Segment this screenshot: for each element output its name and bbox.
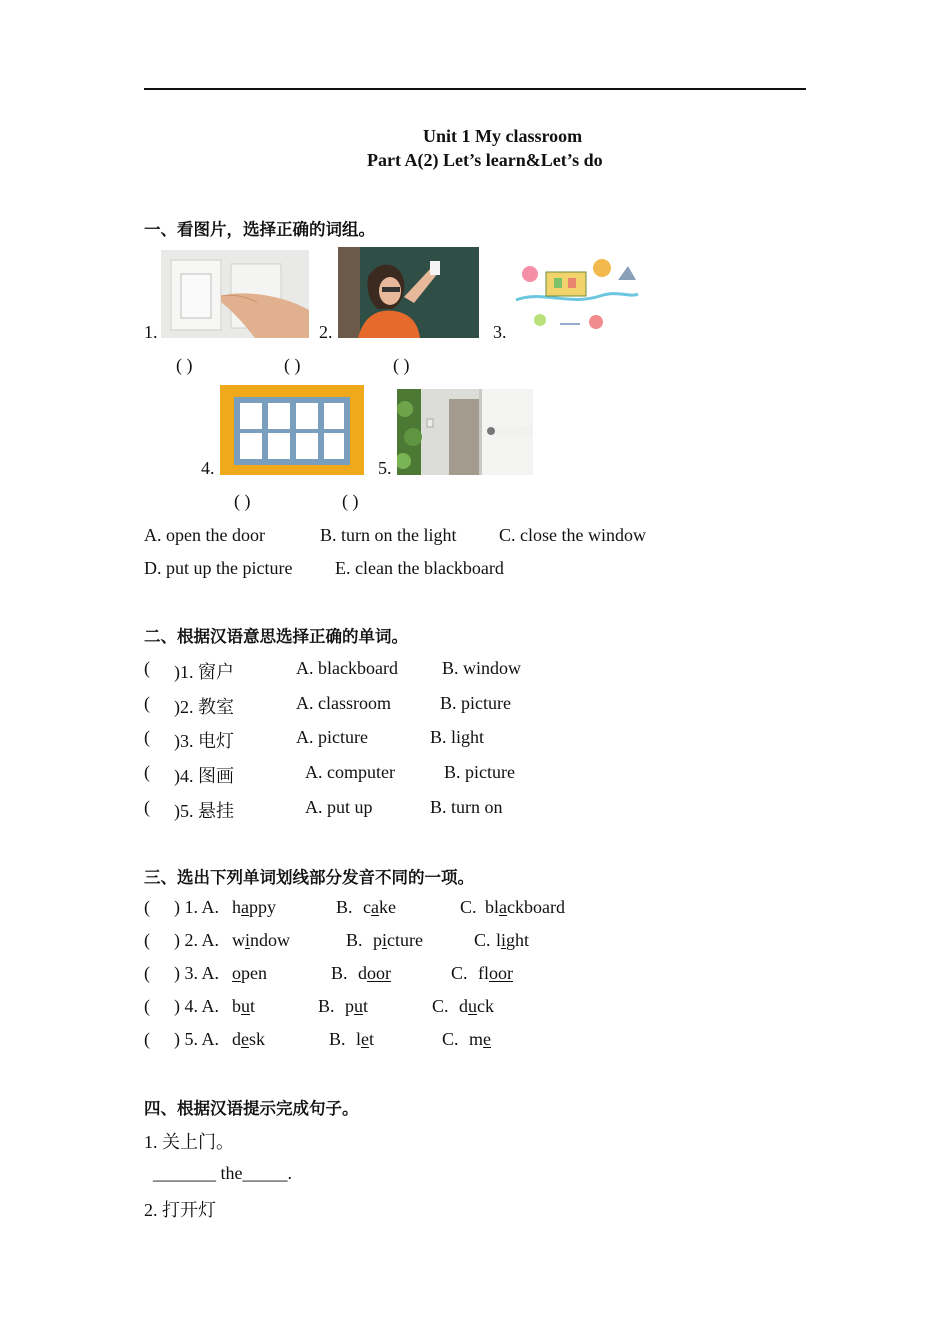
s3-q4-num: ) 4. A. — [174, 996, 219, 1016]
s2-q1-option-a: A. blackboard — [296, 658, 398, 678]
s3-q3-b-label: B. — [331, 963, 348, 983]
s3-q4-word-c: duck — [459, 996, 494, 1016]
option-d: D. put up the picture — [144, 558, 293, 578]
door-handle-photo — [397, 389, 533, 475]
option-e: E. clean the blackboard — [335, 558, 504, 578]
s3-q5-word-b: let — [356, 1029, 375, 1049]
picture-4-blank[interactable]: ( ) — [234, 491, 251, 511]
window-photo — [220, 385, 364, 475]
s2-q2-option-a: A. classroom — [296, 693, 391, 713]
s2-q3-option-b: B. light — [430, 727, 485, 747]
s2-q3-prompt: )3. 电灯 — [174, 731, 234, 751]
s3-q3-word-a: open — [232, 963, 267, 983]
section1-heading: 一、看图片，选择正确的词组。 — [144, 220, 375, 239]
s3-q5-num: ) 5. A. — [174, 1029, 219, 1049]
s3-q1-word-c: blackboard — [485, 897, 565, 917]
s3-q5-b-label: B. — [329, 1029, 346, 1049]
option-b: B. turn on the light — [320, 525, 457, 545]
picture-1-number: 1. — [144, 322, 158, 342]
s3-q2-num: ) 2. A. — [174, 930, 219, 950]
picture-drawing — [510, 250, 642, 338]
s2-q3-option-a: A. picture — [296, 727, 368, 747]
s3-q3-word-b: door — [358, 963, 391, 983]
s2-q2-paren[interactable]: ( — [144, 693, 150, 713]
picture-3-blank[interactable]: ( ) — [393, 355, 410, 375]
option-c: C. close the window — [499, 525, 646, 545]
blackboard-cleaning-photo — [338, 247, 479, 338]
s3-q2-paren[interactable]: ( — [144, 930, 150, 950]
s2-q5-option-a: A. put up — [305, 797, 373, 817]
light-switch-photo — [161, 250, 309, 338]
s2-q1-paren[interactable]: ( — [144, 658, 150, 678]
s2-q3-paren[interactable]: ( — [144, 727, 150, 747]
picture-4-number: 4. — [201, 458, 215, 478]
s3-q2-word-a: window — [232, 930, 291, 950]
s3-q3-word-c: floor — [478, 963, 513, 983]
option-a: A. open the door — [144, 525, 265, 545]
picture-2-blank[interactable]: ( ) — [284, 355, 301, 375]
s2-q5-paren[interactable]: ( — [144, 797, 150, 817]
s3-q2-b-label: B. — [346, 930, 363, 950]
picture-5-number: 5. — [378, 458, 392, 478]
s3-q4-paren[interactable]: ( — [144, 996, 150, 1016]
s3-q4-c-label: C. — [432, 996, 449, 1016]
s3-q1-word-b: cake — [363, 897, 396, 917]
s3-q1-word-a: happy — [232, 897, 276, 917]
s3-q4-word-b: put — [345, 996, 369, 1016]
s2-q1-option-b: B. window — [442, 658, 522, 678]
s2-q4-paren[interactable]: ( — [144, 762, 150, 782]
s2-q1-prompt: )1. 窗户 — [174, 662, 234, 682]
s3-q4-b-label: B. — [318, 996, 335, 1016]
s4-q2-prompt: 2. 打开灯 — [144, 1200, 216, 1220]
picture-3-number: 3. — [493, 322, 507, 342]
s2-q4-option-b: B. picture — [444, 762, 515, 782]
s2-q4-option-a: A. computer — [305, 762, 395, 782]
s3-q2-word-c: light — [496, 930, 530, 950]
s2-q2-option-b: B. picture — [440, 693, 511, 713]
s3-q3-paren[interactable]: ( — [144, 963, 150, 983]
s2-q5-option-b: B. turn on — [430, 797, 503, 817]
s4-q1-prompt: 1. 关上门。 — [144, 1132, 234, 1152]
section2-heading: 二、根据汉语意思选择正确的单词。 — [144, 627, 408, 646]
s3-q1-num: ) 1. A. — [174, 897, 219, 917]
s3-q5-word-a: desk — [232, 1029, 266, 1049]
s4-q1-answer-line[interactable]: _______ the_____. — [153, 1163, 292, 1183]
lesson-subtitle: Part A(2) Let’s learn&Let’s do — [367, 150, 603, 170]
s3-q3-c-label: C. — [451, 963, 468, 983]
s2-q2-prompt: )2. 教室 — [174, 697, 234, 717]
s2-q5-prompt: )5. 悬挂 — [174, 801, 234, 821]
s3-q5-paren[interactable]: ( — [144, 1029, 150, 1049]
picture-5-blank[interactable]: ( ) — [342, 491, 359, 511]
s3-q1-paren[interactable]: ( — [144, 897, 150, 917]
s3-q1-b-label: B. — [336, 897, 353, 917]
picture-2-number: 2. — [319, 322, 333, 342]
s3-q1-c-label: C. — [460, 897, 477, 917]
s3-q3-num: ) 3. A. — [174, 963, 219, 983]
section3-heading: 三、选出下列单词划线部分发音不同的一项。 — [144, 868, 474, 887]
picture-1-blank[interactable]: ( ) — [176, 355, 193, 375]
top-rule — [144, 88, 806, 90]
s3-q5-word-c: me — [469, 1029, 492, 1049]
section4-heading: 四、根据汉语提示完成句子。 — [144, 1099, 359, 1118]
s2-q4-prompt: )4. 图画 — [174, 766, 234, 786]
s3-q4-word-a: but — [232, 996, 256, 1016]
s3-q2-c-label: C. — [474, 930, 491, 950]
s3-q2-word-b: picture — [373, 930, 423, 950]
unit-title: Unit 1 My classroom — [423, 126, 583, 146]
s3-q5-c-label: C. — [442, 1029, 459, 1049]
